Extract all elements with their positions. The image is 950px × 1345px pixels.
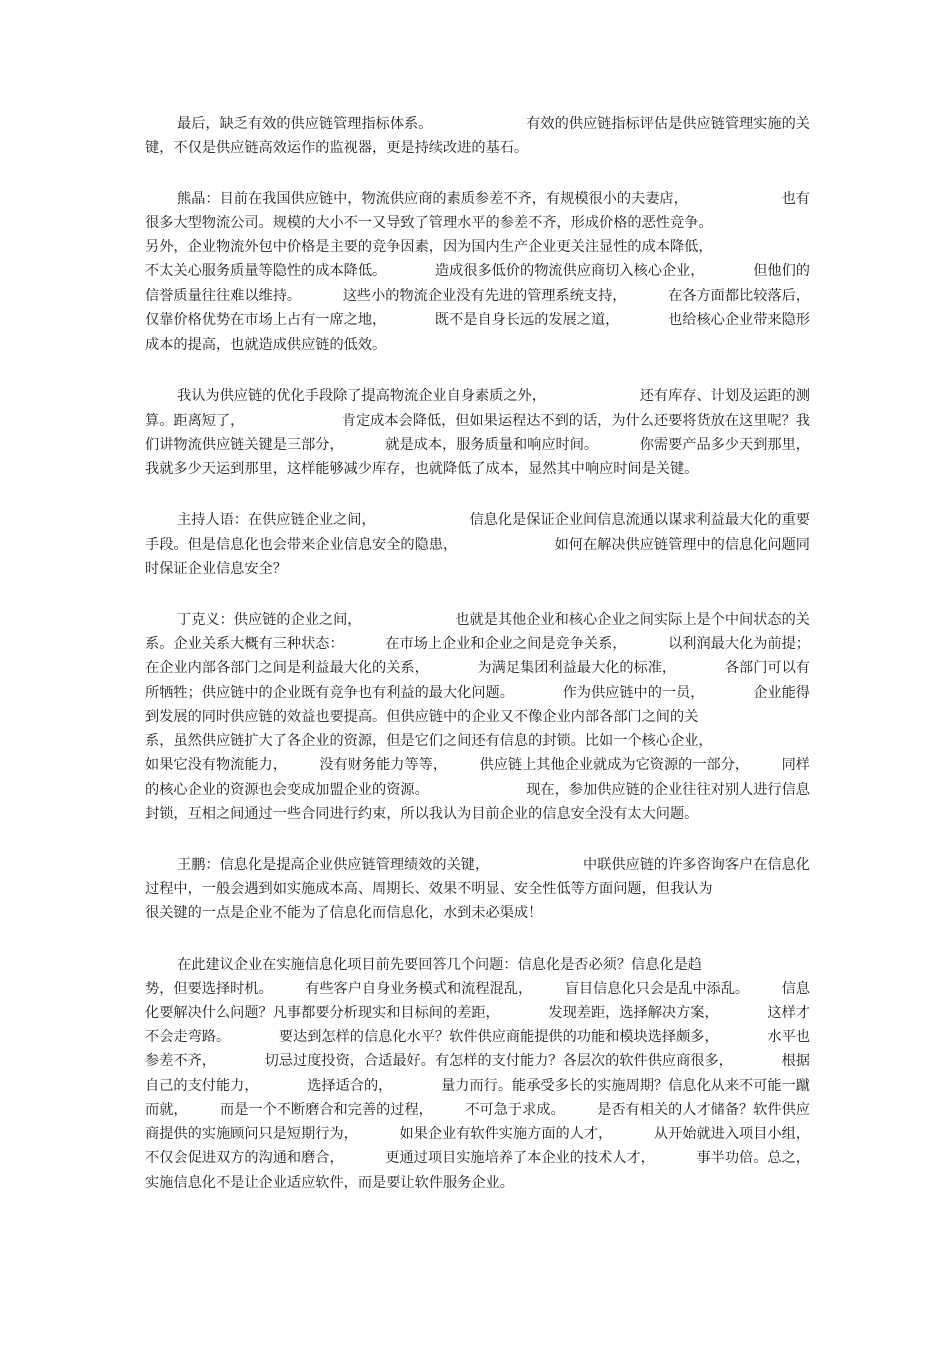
text-line xyxy=(145,802,810,826)
text-line xyxy=(145,557,810,581)
text-segment: 过程中，一般会遇到如实施成本高、周期长、效果不明显、安全性低等方面问题，但我认为 xyxy=(145,881,713,897)
text-line xyxy=(145,1146,810,1170)
text-line xyxy=(145,1025,810,1049)
text-segment: 手段。但是信息化也会带来企业信息安全的隐患， xyxy=(145,537,458,553)
text-segment: 中联供应链的许多咨询客户在信息化 xyxy=(582,857,810,873)
text-segment: 王鹏：信息化是提高企业供应链管理绩效的关键， xyxy=(177,857,490,873)
text-segment: 量力而行。能承受多长的实施周期？信息化从来不可能一蹴 xyxy=(441,1078,810,1094)
text-segment: 信誉质量往往难以维持。 xyxy=(145,288,302,304)
text-segment: 实施信息化不是让企业适应软件，而是要让软件服务企业。 xyxy=(145,1175,514,1191)
text-line xyxy=(145,729,810,753)
text-segment: 所牺牲；供应链中的企业既有竞争也有利益的最大化问题。 xyxy=(145,685,514,701)
text-segment: 信息 xyxy=(781,981,810,997)
text-segment: 的核心企业的资源也会变成加盟企业的资源。 xyxy=(145,782,429,798)
text-line xyxy=(145,235,810,259)
text-segment: 造成很多低价的物流供应商切入核心企业， xyxy=(434,263,705,279)
text-segment: 仅靠价格优势在市场上占有一席之地， xyxy=(145,312,387,328)
text-line xyxy=(145,778,810,802)
text-line xyxy=(145,211,810,235)
text-segment: 最后，缺乏有效的供应链管理指标体系。 xyxy=(177,116,433,132)
text-segment: 到发展的同时供应链的效益也要提高。但供应链中的企业又不像企业内部各部门之间的关 xyxy=(145,709,699,725)
text-segment: 我就多少天运到那里，这样能够减少库存，也就降低了成本，显然其中响应时间是关键。 xyxy=(145,461,699,477)
text-segment: 如果它没有物流能力， xyxy=(145,757,287,773)
text-line xyxy=(145,632,810,656)
text-line xyxy=(177,508,810,532)
text-line xyxy=(145,681,810,705)
text-line xyxy=(145,877,810,901)
text-segment: 水平也 xyxy=(767,1029,810,1045)
text-segment: 有些客户自身业务模式和流程混乱， xyxy=(305,981,533,997)
text-segment: 要达到怎样的信息化水平？软件供应商能提供的功能和模块选择颇多， xyxy=(278,1029,719,1045)
text-segment: 信息化是保证企业间信息流通以谋求利益最大化的重要 xyxy=(469,512,810,528)
text-line xyxy=(145,409,810,433)
text-segment: 不可急于求成。 xyxy=(465,1102,565,1118)
text-segment: 更通过项目实施培养了本企业的技术人才， xyxy=(385,1150,655,1166)
text-line xyxy=(145,1001,810,1025)
text-segment: 事半功倍。总之， xyxy=(696,1150,810,1166)
text-segment: 不太关心服务质量等隐性的成本降低。 xyxy=(145,263,387,279)
text-segment: 现在，参加供应链的企业往往对别人进行信息 xyxy=(526,782,810,798)
text-segment: 是否有相关的人才储备？软件供应 xyxy=(597,1102,810,1118)
text-segment: 也给核心企业带来隐形 xyxy=(668,312,810,328)
text-segment: 系。企业关系大概有三种状态： xyxy=(145,636,344,652)
text-segment: 们讲物流供应链关键是三部分， xyxy=(145,437,344,453)
text-segment: 就是成本，服务质量和响应时间。 xyxy=(385,437,599,453)
text-line xyxy=(177,953,810,977)
text-segment: 另外，企业物流外包中价格是主要的竞争因素，因为国内生产企业更关注显性的成本降低， xyxy=(145,239,713,255)
text-segment: 从开始就进入项目小组， xyxy=(653,1126,810,1142)
text-segment: 企业能得 xyxy=(753,685,810,701)
text-segment: 盲目信息化只会是乱中添乱。 xyxy=(564,981,750,997)
text-segment: 在各方面都比较落后， xyxy=(668,288,810,304)
text-line xyxy=(145,1074,810,1098)
text-segment: 算。距离短了， xyxy=(145,413,245,429)
text-line xyxy=(145,1122,810,1146)
text-segment: 没有财务能力等等， xyxy=(319,757,448,773)
text-line xyxy=(145,705,810,729)
text-segment: 很多大型物流公司。规模的大小不一又导致了管理水平的参差不齐，形成价格的恶性竞争。 xyxy=(145,215,713,231)
text-segment: 封锁，互相之间通过一些合同进行约束，所以我认为目前企业的信息安全没有太大问题。 xyxy=(145,806,699,822)
text-segment: 各部门可以有 xyxy=(724,660,810,676)
text-segment: 商提供的实施顾问只是短期行为， xyxy=(145,1126,358,1142)
text-line xyxy=(145,136,810,160)
text-line xyxy=(145,259,810,283)
text-line xyxy=(145,1049,810,1073)
text-segment: 这些小的物流企业没有先进的管理系统支持， xyxy=(342,288,627,304)
text-line xyxy=(145,753,810,777)
text-segment: 成本的提高，也就造成供应链的低效。 xyxy=(145,337,387,353)
text-segment: 切忌过度投资，合适最好。有怎样的支付能力？各层次的软件供应商很多， xyxy=(264,1053,733,1069)
text-segment: 以利润最大化为前提； xyxy=(668,636,810,652)
text-segment: 作为供应链中的一员， xyxy=(562,685,705,701)
text-segment: 化要解决什么问题？凡事都要分析现实和目标间的差距， xyxy=(145,1005,500,1021)
text-line xyxy=(145,533,810,557)
text-line xyxy=(145,308,810,332)
text-segment: 不会走弯路。 xyxy=(145,1029,231,1045)
text-segment: 为满足集团利益最大化的标准， xyxy=(477,660,677,676)
text-segment: 同样 xyxy=(781,757,810,773)
text-segment: 如何在解决供应链管理中的信息化问题同 xyxy=(554,537,810,553)
text-segment: 也有 xyxy=(781,191,810,207)
text-segment: 系，虽然供应链扩大了各企业的资源，但是它们之间还有信息的封锁。比如一个核心企业， xyxy=(145,733,713,749)
text-line xyxy=(145,977,810,1001)
text-segment: 主持人语：在供应链企业之间， xyxy=(177,512,376,528)
text-line xyxy=(145,901,810,925)
text-segment: 我认为供应链的优化手段除了提高物流企业自身素质之外， xyxy=(177,388,546,404)
text-segment: 供应链上其他企业就成为它资源的一部分， xyxy=(479,757,750,773)
text-line xyxy=(145,1098,810,1122)
text-segment: 既不是自身长远的发展之道， xyxy=(434,312,620,328)
text-segment: 势，但要选择时机。 xyxy=(145,981,273,997)
text-segment: 但他们的 xyxy=(753,263,810,279)
text-segment: 根据 xyxy=(781,1053,810,1069)
text-segment: 时保证企业信息安全？ xyxy=(145,561,287,577)
text-segment: 在企业内部各部门之间是利益最大化的关系， xyxy=(145,660,429,676)
text-line xyxy=(177,608,810,632)
text-segment: 你需要产品多少天到那里， xyxy=(639,437,810,453)
text-segment: 肯定成本会降低，但如果运程达不到的话，为什么还要将货放在这里呢？我 xyxy=(341,413,810,429)
text-line xyxy=(145,433,810,457)
text-segment: 丁克义：供应链的企业之间， xyxy=(177,612,362,628)
text-segment: 不仅会促进双方的沟通和磨合， xyxy=(145,1150,344,1166)
text-segment: 如果企业有软件实施方面的人才， xyxy=(399,1126,613,1142)
text-line xyxy=(177,384,810,408)
text-line xyxy=(177,112,810,136)
text-line xyxy=(177,853,810,877)
text-segment: 而就， xyxy=(145,1102,188,1118)
text-segment: 而是一个不断磨合和完善的过程， xyxy=(220,1102,433,1118)
text-segment: 发现差距，选择解决方案， xyxy=(548,1005,719,1021)
text-segment: 这样才 xyxy=(767,1005,810,1021)
text-line xyxy=(145,457,810,481)
text-segment: 熊晶：目前在我国供应链中，物流供应商的素质参差不齐，有规模很小的夫妻店， xyxy=(177,191,688,207)
text-line xyxy=(145,656,810,680)
text-segment: 也就是其他企业和核心企业之间实际上是个中间状态的关 xyxy=(455,612,810,628)
text-segment: 还有库存、计划及运距的测 xyxy=(639,388,810,404)
text-line xyxy=(145,333,810,357)
text-segment: 在市场上企业和企业之间是竞争关系， xyxy=(385,636,627,652)
text-segment: 有效的供应链指标评估是供应链管理实施的关 xyxy=(526,116,810,132)
text-segment: 选择适合的， xyxy=(307,1078,393,1094)
text-segment: 很关键的一点是企业不能为了信息化而信息化，水到未必渠成！ xyxy=(145,905,543,921)
text-segment: 在此建议企业在实施信息化项目前先要回答几个问题：信息化是否必须？信息化是趋 xyxy=(177,957,702,973)
text-segment: 参差不齐， xyxy=(145,1053,216,1069)
text-line xyxy=(177,187,810,211)
text-segment: 自己的支付能力， xyxy=(145,1078,259,1094)
text-segment: 键，不仅是供应链高效运作的监视器，更是持续改进的基石。 xyxy=(145,140,529,156)
text-line xyxy=(145,284,810,308)
text-line xyxy=(145,1171,810,1195)
